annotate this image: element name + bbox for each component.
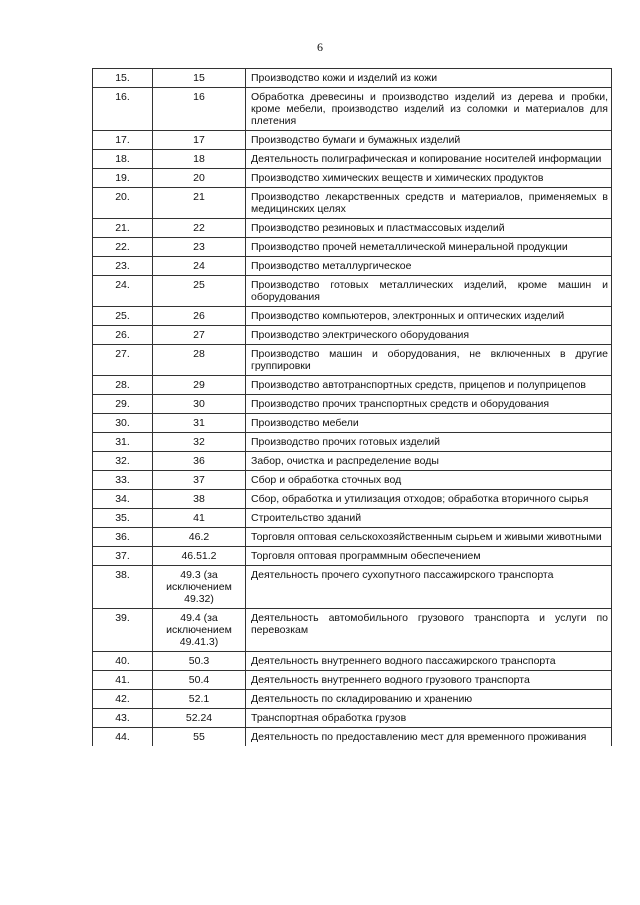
table-row — [93, 257, 612, 276]
activity-description-cell: Деятельность полиграфическая и копирование носителей информации — [246, 150, 612, 169]
row-number-cell: 16. — [93, 88, 153, 131]
activity-description-cell: Производство прочей неметаллической минеральной продукции — [246, 238, 612, 257]
activity-description-cell: Сбор, обработка и утилизация отходов; обработка вторичного сырья — [246, 490, 612, 509]
activity-description-cell: Производство прочих готовых изделий — [246, 433, 612, 452]
okved-code-cell: 25 — [153, 276, 246, 307]
table-row — [93, 709, 612, 728]
row-number-cell: 33. — [93, 471, 153, 490]
table-row — [93, 376, 612, 395]
okved-code-cell: 55 — [153, 728, 246, 747]
activity-description-cell: Производство химических веществ и химических продуктов — [246, 169, 612, 188]
okved-code-cell: 22 — [153, 219, 246, 238]
table-row — [93, 471, 612, 490]
activity-description-cell: Производство машин и оборудования, не включенных в другие группировки — [246, 345, 612, 376]
activity-description-cell: Производство кожи и изделий из кожи — [246, 69, 612, 88]
table-row — [93, 150, 612, 169]
okved-code-cell: 46.51.2 — [153, 547, 246, 566]
table-row — [93, 188, 612, 219]
row-number-cell: 43. — [93, 709, 153, 728]
okved-code-cell: 15 — [153, 69, 246, 88]
row-number-cell: 27. — [93, 345, 153, 376]
row-number-cell: 37. — [93, 547, 153, 566]
okved-code-cell: 46.2 — [153, 528, 246, 547]
activity-description-cell: Производство мебели — [246, 414, 612, 433]
table-row — [93, 88, 612, 131]
okved-code-cell: 41 — [153, 509, 246, 528]
okved-code-cell: 52.1 — [153, 690, 246, 709]
table-row — [93, 509, 612, 528]
row-number-cell: 41. — [93, 671, 153, 690]
table-row — [93, 433, 612, 452]
okved-code-cell: 50.4 — [153, 671, 246, 690]
row-number-cell: 28. — [93, 376, 153, 395]
row-number-cell: 35. — [93, 509, 153, 528]
row-number-cell: 39. — [93, 609, 153, 652]
row-number-cell: 19. — [93, 169, 153, 188]
table-row — [93, 652, 612, 671]
activity-description-cell: Деятельность внутреннего водного грузового транспорта — [246, 671, 612, 690]
row-number-cell: 29. — [93, 395, 153, 414]
table-row — [93, 238, 612, 257]
page-number: 6 — [317, 40, 323, 54]
okved-code-cell: 27 — [153, 326, 246, 345]
row-number-cell: 15. — [93, 69, 153, 88]
okved-code-cell: 17 — [153, 131, 246, 150]
row-number-cell: 20. — [93, 188, 153, 219]
row-number-cell: 25. — [93, 307, 153, 326]
row-number-cell: 40. — [93, 652, 153, 671]
table-body — [93, 69, 612, 747]
row-number-cell: 17. — [93, 131, 153, 150]
activity-description-cell: Строительство зданий — [246, 509, 612, 528]
activity-description-cell: Торговля оптовая сельскохозяйственным сырьем и живыми животными — [246, 528, 612, 547]
table-row — [93, 671, 612, 690]
okved-code-cell: 26 — [153, 307, 246, 326]
table-row — [93, 169, 612, 188]
activity-codes-table — [92, 68, 612, 746]
table-row — [93, 609, 612, 652]
table-row — [93, 452, 612, 471]
okved-code-cell: 49.3 (за исключением 49.32) — [153, 566, 246, 609]
okved-code-cell: 29 — [153, 376, 246, 395]
okved-code-cell: 49.4 (за исключением 49.41.3) — [153, 609, 246, 652]
table-row — [93, 395, 612, 414]
row-number-cell: 22. — [93, 238, 153, 257]
okved-code-cell: 37 — [153, 471, 246, 490]
okved-code-cell: 24 — [153, 257, 246, 276]
activity-description-cell: Обработка древесины и производство изделий из дерева и пробки, кроме мебели, производство изделий из соломки и материалов для плетения — [246, 88, 612, 131]
table-row — [93, 69, 612, 88]
okved-code-cell: 28 — [153, 345, 246, 376]
activity-description-cell: Сбор и обработка сточных вод — [246, 471, 612, 490]
okved-code-cell: 36 — [153, 452, 246, 471]
row-number-cell: 38. — [93, 566, 153, 609]
row-number-cell: 21. — [93, 219, 153, 238]
row-number-cell: 24. — [93, 276, 153, 307]
activity-description-cell: Забор, очистка и распределение воды — [246, 452, 612, 471]
okved-code-cell: 52.24 — [153, 709, 246, 728]
table-row — [93, 307, 612, 326]
activity-description-cell: Производство лекарственных средств и материалов, применяемых в медицинских целях — [246, 188, 612, 219]
row-number-cell: 31. — [93, 433, 153, 452]
table-row — [93, 547, 612, 566]
activity-description-cell: Деятельность по предоставлению мест для временного проживания — [246, 728, 612, 747]
okved-code-cell: 30 — [153, 395, 246, 414]
okved-code-cell: 32 — [153, 433, 246, 452]
table-row — [93, 276, 612, 307]
activity-description-cell: Деятельность автомобильного грузового транспорта и услуги по перевозкам — [246, 609, 612, 652]
table-row — [93, 219, 612, 238]
row-number-cell: 44. — [93, 728, 153, 747]
table-row — [93, 131, 612, 150]
okved-code-cell: 31 — [153, 414, 246, 433]
activity-description-cell: Деятельность прочего сухопутного пассажирского транспорта — [246, 566, 612, 609]
okved-code-cell: 20 — [153, 169, 246, 188]
row-number-cell: 26. — [93, 326, 153, 345]
table-row — [93, 345, 612, 376]
okved-code-cell: 18 — [153, 150, 246, 169]
okved-code-cell: 38 — [153, 490, 246, 509]
okved-code-cell: 16 — [153, 88, 246, 131]
activity-description-cell: Деятельность внутреннего водного пассажирского транспорта — [246, 652, 612, 671]
table-row — [93, 414, 612, 433]
row-number-cell: 32. — [93, 452, 153, 471]
row-number-cell: 34. — [93, 490, 153, 509]
activity-description-cell: Производство прочих транспортных средств и оборудования — [246, 395, 612, 414]
row-number-cell: 42. — [93, 690, 153, 709]
table-row — [93, 490, 612, 509]
activity-description-cell: Торговля оптовая программным обеспечением — [246, 547, 612, 566]
table-row — [93, 326, 612, 345]
table-row — [93, 566, 612, 609]
row-number-cell: 18. — [93, 150, 153, 169]
row-number-cell: 36. — [93, 528, 153, 547]
activity-description-cell: Деятельность по складированию и хранению — [246, 690, 612, 709]
activity-description-cell: Производство резиновых и пластмассовых изделий — [246, 219, 612, 238]
okved-code-cell: 21 — [153, 188, 246, 219]
table-row — [93, 728, 612, 747]
table-row — [93, 690, 612, 709]
activity-description-cell: Производство электрического оборудования — [246, 326, 612, 345]
activity-description-cell: Производство готовых металлических изделий, кроме машин и оборудования — [246, 276, 612, 307]
activity-description-cell: Производство автотранспортных средств, прицепов и полуприцепов — [246, 376, 612, 395]
activity-description-cell: Производство бумаги и бумажных изделий — [246, 131, 612, 150]
row-number-cell: 30. — [93, 414, 153, 433]
okved-code-cell: 50.3 — [153, 652, 246, 671]
okved-code-cell: 23 — [153, 238, 246, 257]
activity-description-cell: Производство компьютеров, электронных и оптических изделий — [246, 307, 612, 326]
activity-description-cell: Производство металлургическое — [246, 257, 612, 276]
row-number-cell: 23. — [93, 257, 153, 276]
table-row — [93, 528, 612, 547]
activity-description-cell: Транспортная обработка грузов — [246, 709, 612, 728]
